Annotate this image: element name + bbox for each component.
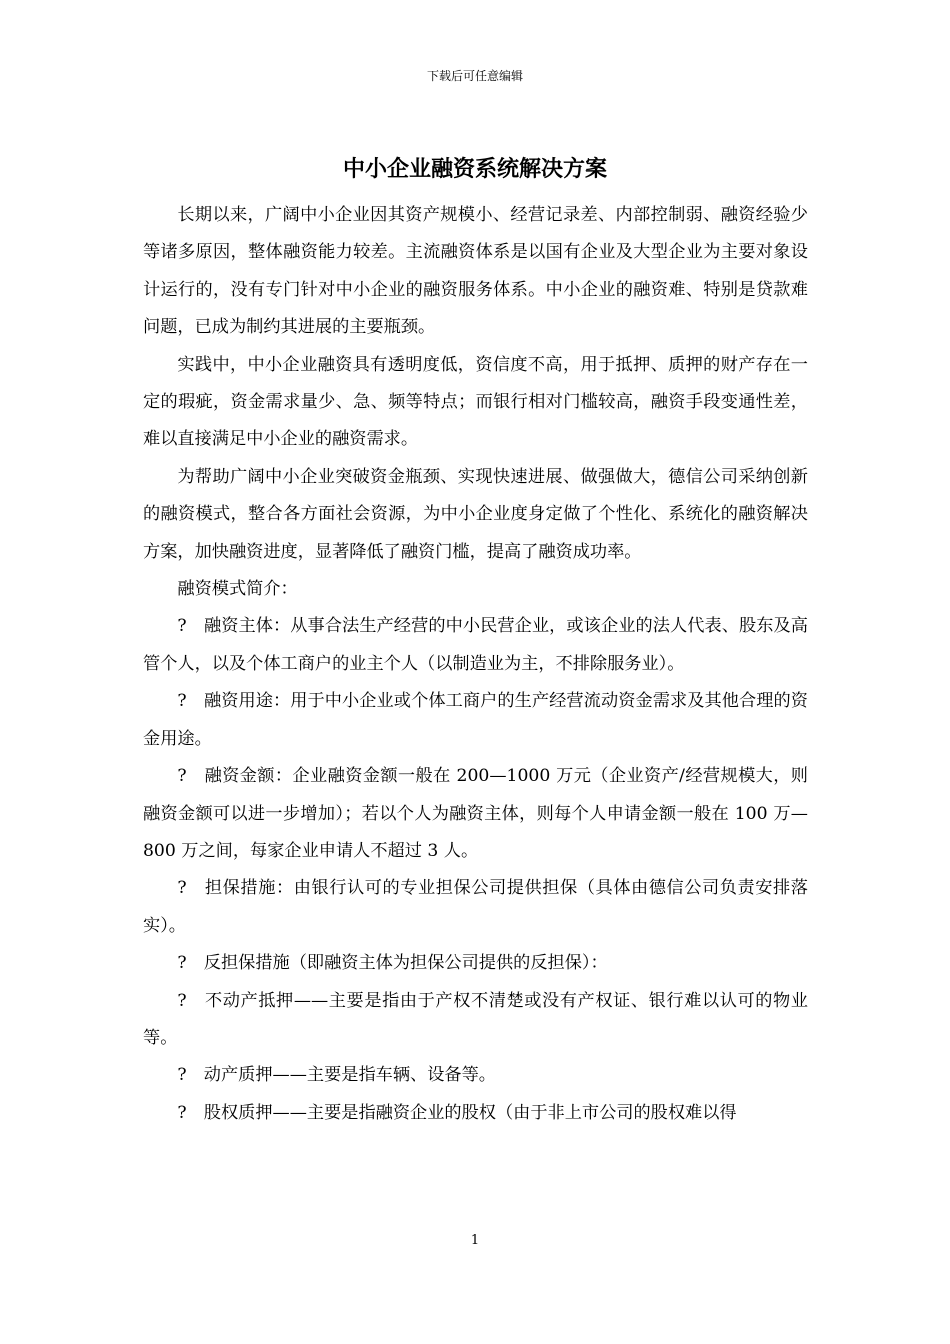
bullet-item: ? 融资主体：从事合法生产经营的中小民营企业，或该企业的法人代表、股东及高管个人，以及个体工商户的业主个人（以制造业为主，不排除服务业）。 — [143, 616, 808, 674]
page-number: 1 — [470, 1233, 480, 1248]
section-heading: 融资模式简介： — [177, 579, 298, 600]
bullet-item: ? 股权质押——主要是指融资企业的股权（由于非上市公司的股权难以得 — [177, 1102, 737, 1123]
bullet-item: ? 动产质押——主要是指车辆、设备等。 — [177, 1065, 496, 1086]
bullet-item: ? 融资金额：企业融资金额一般在 200—1000 万元（企业资产/经营规模大，则融资金额可以进一步增加）；若以个人为融资主体，则每个人申请金额一般在 100 万—800 万之间，每家企业申请人不超过 3 人。 — [143, 766, 808, 861]
bullet-item: ? 融资用途：用于中小企业或个体工商户的生产经营流动资金需求及其他合理的资金用途。 — [143, 691, 808, 749]
document-body — [143, 197, 808, 1132]
paragraph: 实践中，中小企业融资具有透明度低，资信度不高，用于抵押、质押的财产存在一定的瑕疵，资金需求量少、急、频等特点；而银行相对门槛较高，融资手段变通性差，难以直接满足中小企业的融资需求。 — [143, 354, 808, 450]
bullet-item: ? 担保措施：由银行认可的专业担保公司提供担保（具体由德信公司负责安排落实）。 — [143, 878, 808, 936]
bullet-item: ? 反担保措施（即融资主体为担保公司提供的反担保）： — [177, 953, 608, 974]
bullet-item: ? 不动产抵押——主要是指由于产权不清楚或没有产权证、银行难以认可的物业等。 — [143, 990, 808, 1048]
page-header: 下载后可任意编辑 — [426, 69, 523, 83]
document-title: 中小企业融资系统解决方案 — [342, 157, 607, 182]
paragraph: 长期以来，广阔中小企业因其资产规模小、经营记录差、内部控制弱、融资经验少等诸多原因，整体融资能力较差。主流融资体系是以国有企业及大型企业为主要对象设计运行的，没有专门针对中小企业的融资服务体系。中小企业的融资难、特别是贷款难问题，已成为制约其进展的主要瓶颈。 — [143, 205, 808, 338]
paragraph: 为帮助广阔中小企业突破资金瓶颈、实现快速进展、做强做大，德信公司采纳创新的融资模式，整合各方面社会资源，为中小企业度身定做了个性化、系统化的融资解决方案，加快融资进度，显著降低了融资门槛，提高了融资成功率。 — [143, 466, 808, 562]
